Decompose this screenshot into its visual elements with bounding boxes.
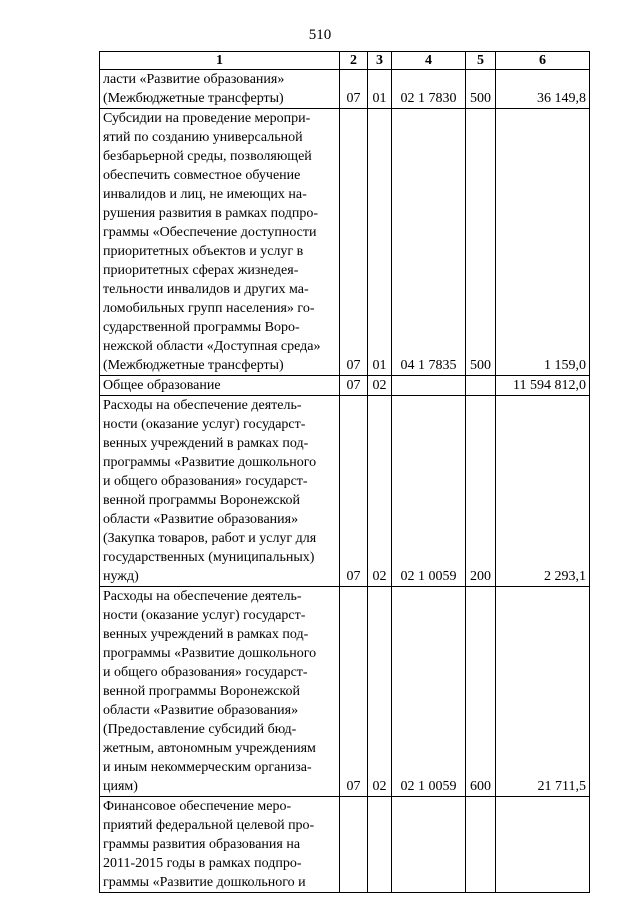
description-line: венной программы Воронежской (103, 684, 301, 699)
table-row (100, 396, 590, 587)
description-line: венной программы Воронежской (103, 493, 301, 508)
expense-type-code: 200 (466, 396, 496, 587)
description-line: (Межбюджетные трансферты) (103, 91, 284, 106)
header-col-2: 2 (340, 52, 368, 70)
section-code: 07 (340, 587, 368, 797)
section-code: 07 (340, 70, 368, 109)
description-line: ности (оказание услуг) государст- (103, 417, 306, 432)
description-line: программы «Развитие дошкольного (103, 455, 317, 470)
row-description (100, 797, 340, 893)
subsection-code (368, 797, 392, 893)
description-line: безбарьерной среды, позволяющей (103, 149, 312, 164)
section-code: 07 (340, 396, 368, 587)
description-line: инвалидов и лиц, не имеющих на- (103, 187, 307, 202)
description-line: нужд) (103, 569, 139, 584)
description-line: рушения развития в рамках подпро- (103, 206, 318, 221)
page-number: 510 (308, 27, 332, 43)
amount (496, 797, 590, 893)
description-line: сударственной программы Воро- (103, 320, 300, 335)
description-line: ятий по созданию универсальной (103, 130, 303, 145)
description-line: граммы развития образования на (103, 837, 301, 852)
expense-type-code (466, 376, 496, 396)
header-col-5: 5 (466, 52, 496, 70)
target-article-code: 02 1 0059 (392, 587, 466, 797)
target-article-code: 04 1 7835 (392, 109, 466, 376)
expense-type-code: 500 (466, 109, 496, 376)
description-line: обеспечить совместное обучение (103, 168, 301, 183)
description-line: приятий федеральной целевой про- (103, 818, 315, 833)
expense-type-code (466, 797, 496, 893)
description-line: тельности инвалидов и других ма- (103, 282, 309, 297)
description-line: венных учреждений в рамках под- (103, 627, 309, 642)
description-line: приоритетных объектов и услуг в (103, 244, 304, 259)
header-col-1: 1 (100, 52, 340, 70)
description-line: Финансовое обеспечение меро- (103, 799, 292, 814)
amount: 2 293,1 (496, 396, 590, 587)
target-article-code: 02 1 7830 (392, 70, 466, 109)
expense-type-code: 600 (466, 587, 496, 797)
header-row (100, 52, 590, 70)
section-code (340, 797, 368, 893)
subsection-code: 01 (368, 70, 392, 109)
description-line: приоритетных сферах жизнедея- (103, 263, 299, 278)
table-row (100, 376, 590, 396)
description-line: граммы «Развитие дошкольного и (103, 875, 306, 890)
section-code: 07 (340, 109, 368, 376)
description-line: (Предоставление субсидий бюд- (103, 722, 297, 737)
subsection-code: 02 (368, 396, 392, 587)
amount: 36 149,8 (496, 70, 590, 109)
row-description (100, 70, 340, 109)
amount: 11 594 812,0 (496, 376, 590, 396)
row-description (100, 109, 340, 376)
amount: 1 159,0 (496, 109, 590, 376)
description-line: жетным, автономным учреждениям (103, 741, 316, 756)
amount: 21 711,5 (496, 587, 590, 797)
description-line: (Закупка товаров, работ и услуг для (103, 531, 317, 546)
description-line: Расходы на обеспечение деятель- (103, 589, 302, 604)
header-col-6: 6 (496, 52, 590, 70)
description-line: области «Развитие образования» (103, 703, 299, 718)
budget-table (99, 51, 590, 893)
target-article-code (392, 376, 466, 396)
description-line: Субсидии на проведение меропри- (103, 111, 311, 126)
row-description (100, 587, 340, 797)
row-description (100, 376, 340, 396)
subsection-code: 02 (368, 376, 392, 396)
table-row (100, 587, 590, 797)
target-article-code (392, 797, 466, 893)
subsection-code: 01 (368, 109, 392, 376)
description-line: циям) (103, 779, 138, 794)
description-line: и иным некоммерческим организа- (103, 760, 312, 775)
description-line: венных учреждений в рамках под- (103, 436, 309, 451)
description-line: (Межбюджетные трансферты) (103, 358, 284, 373)
table-row (100, 109, 590, 376)
description-line: области «Развитие образования» (103, 512, 299, 527)
subsection-code: 02 (368, 587, 392, 797)
description-line: и общего образования» государст- (103, 665, 308, 680)
description-line: нежской области «Доступная среда» (103, 339, 321, 354)
row-description (100, 396, 340, 587)
description-line: 2011-2015 годы в рамках подпро- (103, 856, 302, 871)
description-line: Расходы на обеспечение деятель- (103, 398, 302, 413)
target-article-code: 02 1 0059 (392, 396, 466, 587)
header-col-4: 4 (392, 52, 466, 70)
description-line: Общее образование (103, 378, 221, 393)
description-line: ности (оказание услуг) государст- (103, 608, 306, 623)
description-line: государственных (муниципальных) (103, 550, 315, 565)
description-line: ломобильных групп населения» го- (103, 301, 315, 316)
description-line: программы «Развитие дошкольного (103, 646, 317, 661)
section-code: 07 (340, 376, 368, 396)
description-line: ласти «Развитие образования» (103, 72, 285, 87)
description-line: и общего образования» государст- (103, 474, 308, 489)
table-row (100, 797, 590, 893)
table-row (100, 70, 590, 109)
description-line: граммы «Обеспечение доступности (103, 225, 317, 240)
header-col-3: 3 (368, 52, 392, 70)
expense-type-code: 500 (466, 70, 496, 109)
